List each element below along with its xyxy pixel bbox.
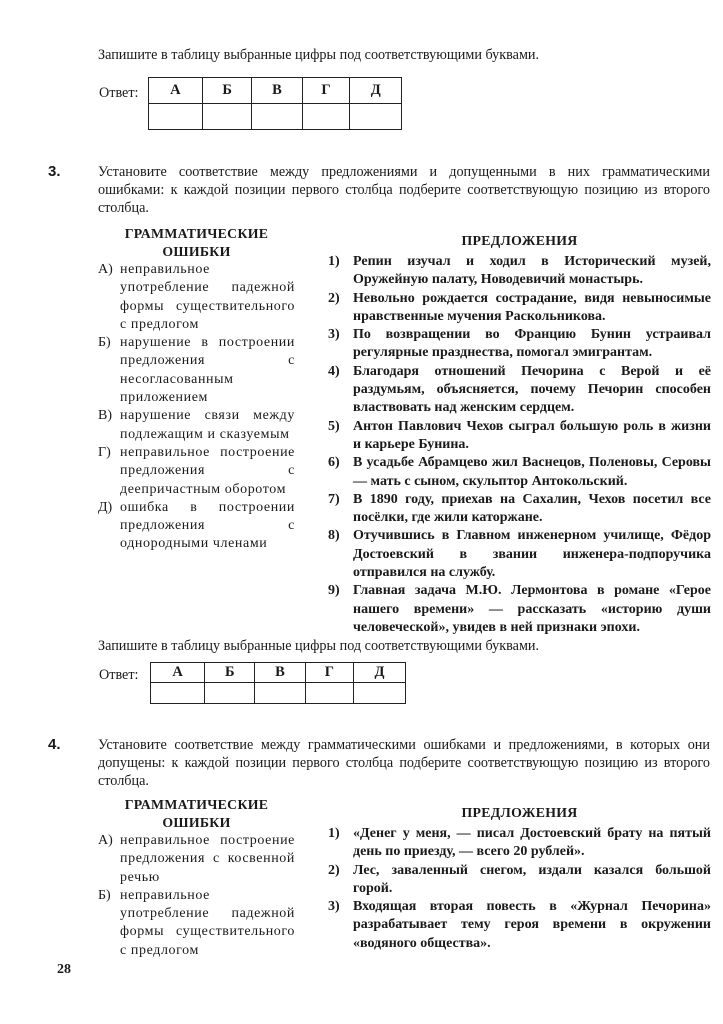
task4-sentence-1 — [328, 825, 711, 862]
item-label: 1) — [328, 254, 340, 269]
answer-cell-d[interactable] — [354, 683, 406, 704]
answer-cell-d[interactable] — [350, 104, 402, 130]
task3-sentence-1 — [328, 253, 711, 290]
item-text: ошибка в построении предложения с однородными членами — [120, 499, 295, 552]
item-text: Благодаря отношений Печорина с Верой и её раздумьям, объясняется, почему Печорин способен властвовать над женским сердцем. — [353, 363, 711, 416]
task3-sentence-9 — [328, 582, 711, 637]
item-label: 7) — [328, 491, 340, 507]
task3-sentences-column — [328, 232, 711, 637]
item-text: неправильное построение предложения с деепричастным оборотом — [120, 444, 295, 497]
item-label: 5) — [328, 418, 340, 434]
task3-error-g — [98, 444, 295, 499]
answer-column-g: Г — [305, 663, 353, 683]
item-text: Антон Павлович Чехов сыграл большую роль в жизни и карьере Бунина. — [353, 418, 711, 452]
task4-sentences-header: ПРЕДЛОЖЕНИЯ — [461, 805, 578, 820]
item-label: А) — [98, 833, 113, 848]
header-line: ГРАММАТИЧЕСКИЕ — [124, 797, 269, 812]
item-text: неправильное употребление падежной формы существительного с предлогом — [120, 262, 295, 332]
answer-label: Ответ: — [99, 85, 139, 101]
answer-cell-g[interactable] — [302, 104, 350, 130]
item-text: Входящая вторая повесть в «Журнал Печорина» разрабатывает тему героя времени в окружении «водяного общества». — [353, 899, 711, 951]
task4-sentences-column — [328, 804, 711, 953]
header-line: ОШИБКИ — [162, 244, 231, 259]
item-label: 3) — [328, 899, 340, 915]
item-label: 2) — [328, 290, 340, 306]
answer-column-d: Д — [350, 78, 402, 104]
task3-error-v — [98, 407, 295, 444]
answer-instruction: Запишите в таблицу выбранные цифры под соответствующими буквами. — [98, 47, 540, 63]
task3-sentence-8 — [328, 527, 711, 582]
item-label: Г) — [98, 444, 111, 460]
task3-sentence-5 — [328, 418, 711, 455]
answer-column-g: Г — [302, 78, 350, 104]
item-label: 3) — [328, 327, 340, 343]
answer-cell-v[interactable] — [252, 104, 302, 130]
answer-cell-b[interactable] — [205, 683, 255, 704]
task4-sentence-2 — [328, 862, 711, 899]
item-text: Главная задача М.Ю. Лермонтова в романе «Герое нашего времени» — рассказать «историю души человеческой», увидев в ней признаки эпохи. — [353, 583, 711, 635]
item-label: А) — [98, 262, 113, 277]
task4-error-b — [98, 887, 295, 960]
answer-cell-v[interactable] — [255, 683, 305, 704]
answer-column-v: В — [255, 663, 305, 683]
task3-sentence-3 — [328, 326, 711, 363]
task3-sentences-header: ПРЕДЛОЖЕНИЯ — [461, 233, 578, 248]
item-text: Отучившись в Главном инженерном училище, Фёдор Достоевский в звании инженера-подпоручика отправился на службу. — [353, 528, 711, 581]
answer-cell-a[interactable] — [151, 683, 205, 704]
task3-errors-column — [98, 225, 295, 554]
item-label: 2) — [328, 862, 340, 878]
task4-text: Установите соответствие между грамматическими ошибками и предложениями, в которых они допущены: к каждой позиции первого столбца подберите соответствующую позицию из второго столбца. — [98, 737, 710, 789]
item-text: нарушение в построении предложения с несогласованным приложением — [120, 335, 295, 406]
item-text: В 1890 году, приехав на Сахалин, Чехов посетил все посёлки, где жили каторжане. — [353, 491, 711, 526]
item-label: В) — [98, 408, 112, 424]
item-text: По возвращении во Францию Бунин устраивал регулярные празднества, помогал эмигрантам. — [353, 327, 711, 361]
item-text: «Денег у меня, — писал Достоевский брату на пятый день по приезду, — всего 20 рублей». — [353, 826, 711, 860]
answer-column-v: В — [252, 78, 302, 104]
item-text: Невольно рождается сострадание, видя невыносимые нравственные мучения Раскольникова. — [353, 290, 711, 324]
item-text: Лес, заваленный снегом, издали казался большой горой. — [353, 862, 711, 896]
item-text: неправильное употребление падежной формы существительного с предлогом — [120, 887, 295, 958]
answer-table-task2 — [148, 77, 402, 130]
answer-table-task3 — [150, 662, 406, 704]
page-number: 28 — [57, 962, 71, 977]
answer-column-b: Б — [205, 663, 255, 683]
answer-column-b: Б — [202, 78, 252, 104]
task3-sentence-7 — [328, 491, 711, 528]
task4-error-a — [98, 832, 295, 887]
item-label: Б) — [98, 335, 111, 351]
task3-answer-label: Ответ: — [99, 667, 139, 683]
item-label: Д) — [98, 499, 113, 515]
item-text: нарушение связи между подлежащим и сказуемым — [120, 408, 295, 442]
answer-cell-g[interactable] — [305, 683, 353, 704]
task4-sentence-3 — [328, 898, 711, 953]
answer-column-d: Д — [354, 663, 406, 683]
task3-number: 3. — [48, 163, 61, 180]
task3-sentence-4 — [328, 363, 711, 418]
item-label: 1) — [328, 826, 340, 841]
item-label: Б) — [98, 887, 111, 903]
task3-answer-instruction: Запишите в таблицу выбранные цифры под соответствующими буквами. — [98, 638, 540, 654]
item-text: неправильное построение предложения с косвенной речью — [120, 833, 295, 885]
task3-errors-header — [98, 225, 295, 261]
task3-sentence-6 — [328, 454, 711, 491]
header-line: ГРАММАТИЧЕСКИЕ — [124, 226, 269, 241]
task3-error-a — [98, 261, 295, 334]
task4-number: 4. — [48, 736, 61, 753]
item-text: Репин изучал и ходил в Исторический музей, Оружейную палату, Новодевичий монастырь. — [353, 254, 711, 288]
item-label: 6) — [328, 455, 340, 471]
task3-error-b — [98, 334, 295, 407]
item-label: 4) — [328, 363, 340, 379]
item-label: 8) — [328, 528, 340, 544]
answer-cell-a[interactable] — [149, 104, 203, 130]
item-label: 9) — [328, 583, 340, 599]
answer-cell-b[interactable] — [202, 104, 252, 130]
header-line: ОШИБКИ — [162, 815, 231, 830]
item-text: В усадьбе Абрамцево жил Васнецов, Поленовы, Серовы — мать с сыном, скульптор Антокольский. — [353, 455, 711, 489]
task3-sentence-2 — [328, 290, 711, 327]
answer-column-a: А — [149, 78, 203, 104]
answer-column-a: А — [151, 663, 205, 683]
task4-errors-column — [98, 796, 295, 960]
task3-error-d — [98, 499, 295, 554]
task3-text: Установите соответствие между предложениями и допущенными в них грамматическими ошибками: к каждой позиции первого столбца подберите соответствующую позицию из второго столбца. — [98, 164, 710, 216]
task4-errors-header — [98, 796, 295, 832]
